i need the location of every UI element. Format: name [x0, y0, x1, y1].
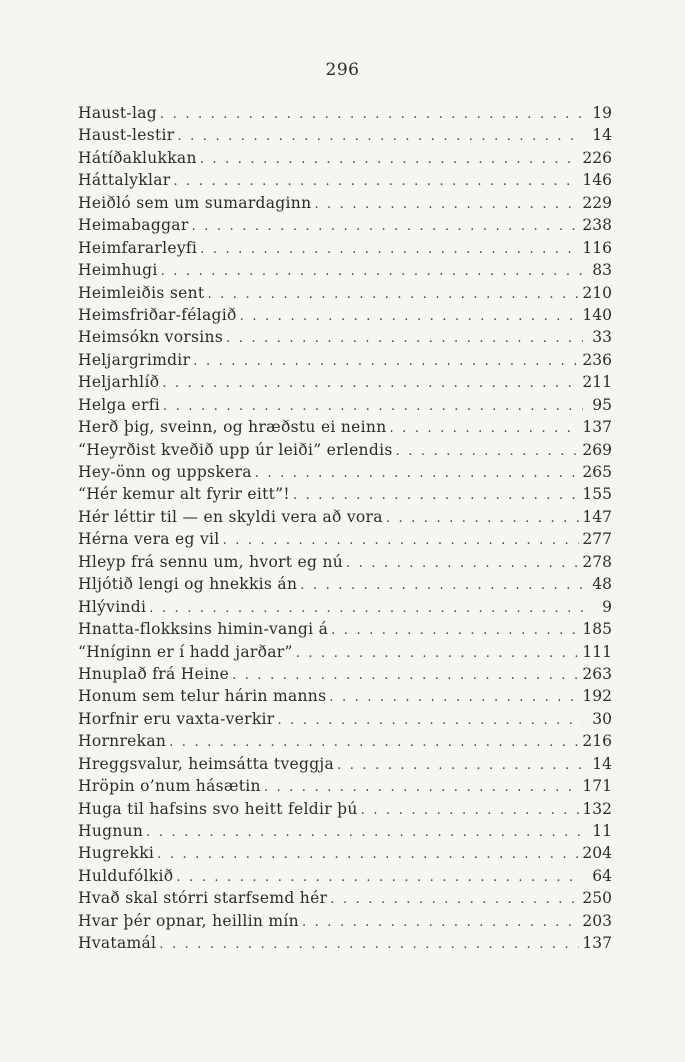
- entry-page-number: 111: [582, 642, 612, 661]
- dot-leader: [157, 844, 579, 864]
- index-entry: [78, 124, 612, 146]
- entry-title: Heimsfriðar-félagið: [78, 305, 237, 324]
- dot-leader: [192, 216, 580, 236]
- entry-page-number: 30: [592, 709, 612, 728]
- entry-title: “Hér kemur alt fyrir eitt”!: [78, 485, 290, 504]
- index-entry: [78, 842, 612, 864]
- entry-title: Hvatamál: [78, 934, 157, 953]
- dot-leader: [296, 643, 580, 663]
- entry-title: Huldufólkið: [78, 866, 174, 885]
- index-entry: [78, 394, 612, 416]
- index-entry: [78, 371, 612, 393]
- entry-page-number: 226: [582, 148, 612, 167]
- entry-title: Haust-lag: [78, 104, 157, 122]
- dot-leader: [264, 777, 580, 797]
- entry-title: Helga erfi: [78, 395, 161, 414]
- entry-page-number: 116: [582, 238, 612, 257]
- index-entry: [78, 596, 612, 618]
- dot-leader: [278, 710, 583, 730]
- entry-page-number: 11: [592, 822, 612, 840]
- entry-title: Hey-önn og uppskera: [78, 463, 252, 481]
- dot-leader: [207, 284, 579, 304]
- entry-page-number: 210: [582, 283, 612, 302]
- entry-page-number: 9: [602, 597, 612, 616]
- dot-leader: [302, 912, 579, 932]
- entry-title: Heljargrimdir: [78, 350, 191, 369]
- index-entry: [78, 259, 612, 281]
- dot-leader: [293, 485, 579, 505]
- entry-page-number: 140: [582, 305, 612, 324]
- entry-page-number: 192: [582, 687, 612, 706]
- entry-page-number: 155: [582, 485, 612, 504]
- dot-leader: [331, 620, 579, 640]
- dot-leader: [396, 441, 580, 461]
- entry-page-number: 250: [582, 889, 612, 908]
- entry-title: Huga til hafsins svo heitt feldir þú: [78, 799, 358, 818]
- entry-title: Heimfararleyfi: [78, 238, 198, 257]
- dot-leader: [361, 800, 580, 820]
- dot-leader: [300, 575, 583, 595]
- index-entry: [78, 551, 612, 573]
- entry-title: Hugnun: [78, 822, 144, 840]
- index-entry: [78, 865, 612, 887]
- entry-page-number: 146: [582, 171, 612, 190]
- entry-page-number: 185: [582, 620, 612, 639]
- entry-page-number: 229: [582, 193, 612, 212]
- entry-title: Hornrekan: [78, 732, 167, 751]
- index-entry: [78, 753, 612, 775]
- entry-title: Haust-lestir: [78, 126, 175, 145]
- entry-title: Hér léttir til — en skyldi vera að vora: [78, 507, 383, 526]
- entry-page-number: 14: [592, 126, 612, 145]
- index-entry: [78, 192, 612, 214]
- entry-page-number: 14: [592, 754, 612, 773]
- entry-page-number: 137: [582, 418, 612, 437]
- entry-page-number: 211: [582, 373, 612, 392]
- index-entry: [78, 506, 612, 528]
- dot-leader: [255, 463, 580, 483]
- entry-page-number: 204: [582, 844, 612, 863]
- entry-title: Hátíðaklukkan: [78, 148, 197, 167]
- entry-page-number: 277: [582, 530, 612, 549]
- entry-page-number: 83: [592, 261, 612, 280]
- index-entry: [78, 775, 612, 797]
- index-entry: [78, 663, 612, 685]
- index-entry: [78, 708, 612, 730]
- entry-title: Horfnir eru vaxta-verkir: [78, 709, 275, 728]
- dot-leader: [223, 530, 580, 550]
- entry-title: Honum sem telur hárin manns: [78, 687, 327, 706]
- entry-title: Heimleiðis sent: [78, 283, 205, 302]
- entry-page-number: 203: [582, 911, 612, 930]
- entry-title: “Hníginn er í hadd jarðar”: [78, 642, 293, 661]
- entry-page-number: 265: [582, 463, 612, 481]
- dot-leader: [240, 306, 580, 326]
- index-list: [78, 102, 612, 955]
- index-entry: [78, 237, 612, 259]
- entry-page-number: 278: [582, 552, 612, 571]
- index-entry: [78, 887, 612, 909]
- index-entry: [78, 147, 612, 169]
- entry-page-number: 147: [582, 507, 612, 526]
- dot-leader: [169, 732, 579, 752]
- dot-leader: [226, 328, 583, 348]
- dot-leader: [163, 396, 583, 416]
- index-entry: [78, 461, 612, 483]
- entry-page-number: 269: [582, 440, 612, 459]
- entry-title: Hleyp frá sennu um, hvort eg nú: [78, 552, 344, 571]
- index-entry: [78, 102, 612, 124]
- entry-title: Hérna vera eg vil: [78, 530, 220, 549]
- entry-title: Hljótið lengi og hnekkis án: [78, 575, 298, 594]
- entry-page-number: 132: [582, 799, 612, 818]
- dot-leader: [386, 508, 580, 528]
- dot-leader: [149, 598, 583, 618]
- index-entry: [78, 573, 612, 595]
- index-entry: [78, 483, 612, 505]
- index-entry: [78, 304, 612, 326]
- dot-leader: [200, 149, 580, 169]
- entry-page-number: 19: [592, 104, 612, 122]
- dot-leader: [314, 194, 579, 214]
- dot-leader: [346, 553, 579, 573]
- index-entry: [78, 932, 612, 954]
- page-number: 296: [325, 60, 360, 80]
- entry-title: Hröpin o’num hásætin: [78, 777, 261, 796]
- index-entry: [78, 730, 612, 752]
- entry-title: Hlývindi: [78, 597, 147, 616]
- dot-leader: [146, 822, 583, 842]
- dot-leader: [232, 665, 579, 685]
- entry-page-number: 33: [592, 328, 612, 347]
- entry-page-number: 64: [592, 866, 612, 885]
- dot-leader: [337, 755, 583, 775]
- entry-page-number: 238: [582, 216, 612, 235]
- dot-leader: [177, 126, 583, 146]
- dot-leader: [162, 373, 579, 393]
- index-entry: [78, 685, 612, 707]
- index-entry: [78, 282, 612, 304]
- entry-page-number: 236: [582, 350, 612, 369]
- entry-title: Hugrekki: [78, 844, 155, 863]
- dot-leader: [160, 104, 583, 124]
- dot-leader: [389, 418, 579, 438]
- entry-title: Háttalyklar: [78, 171, 171, 190]
- index-entry: [78, 169, 612, 191]
- dot-leader: [161, 261, 583, 281]
- entry-title: Herð þig, sveinn, og hræðstu ei neinn: [78, 418, 387, 437]
- entry-title: Heimabaggar: [78, 216, 189, 235]
- dot-leader: [330, 889, 579, 909]
- entry-page-number: 216: [582, 732, 612, 751]
- index-entry: [78, 214, 612, 236]
- index-entry: [78, 798, 612, 820]
- entry-page-number: 171: [582, 777, 612, 796]
- dot-leader: [200, 239, 579, 259]
- index-entry: [78, 349, 612, 371]
- entry-title: “Heyrðist kveðið upp úr leiði” erlendis: [78, 440, 393, 459]
- index-entry: [78, 618, 612, 640]
- index-entry: [78, 910, 612, 932]
- entry-page-number: 137: [582, 934, 612, 953]
- index-entry: [78, 326, 612, 348]
- entry-page-number: 95: [592, 395, 612, 414]
- dot-leader: [159, 934, 579, 954]
- entry-page-number: 263: [582, 664, 612, 683]
- entry-title: Hvar þér opnar, heillin mín: [78, 911, 299, 930]
- dot-leader: [176, 867, 583, 887]
- entry-title: Hvað skal stórri starfsemd hér: [78, 889, 328, 908]
- index-entry: [78, 820, 612, 842]
- entry-title: Heljarhlíð: [78, 373, 160, 392]
- entry-page-number: 48: [592, 575, 612, 594]
- entry-title: Hnatta-flokksins himin-vangi á: [78, 620, 329, 639]
- index-entry: [78, 528, 612, 550]
- entry-title: Heiðló sem um sumardaginn: [78, 193, 312, 212]
- dot-leader: [329, 687, 579, 707]
- entry-title: Hnuplað frá Heine: [78, 664, 230, 683]
- entry-title: Hreggsvalur, heimsátta tveggja: [78, 754, 335, 773]
- index-entry: [78, 439, 612, 461]
- entry-title: Heimsókn vorsins: [78, 328, 224, 347]
- index-entry: [78, 416, 612, 438]
- dot-leader: [193, 351, 579, 371]
- index-entry: [78, 641, 612, 663]
- dot-leader: [173, 171, 579, 191]
- entry-title: Heimhugi: [78, 261, 158, 280]
